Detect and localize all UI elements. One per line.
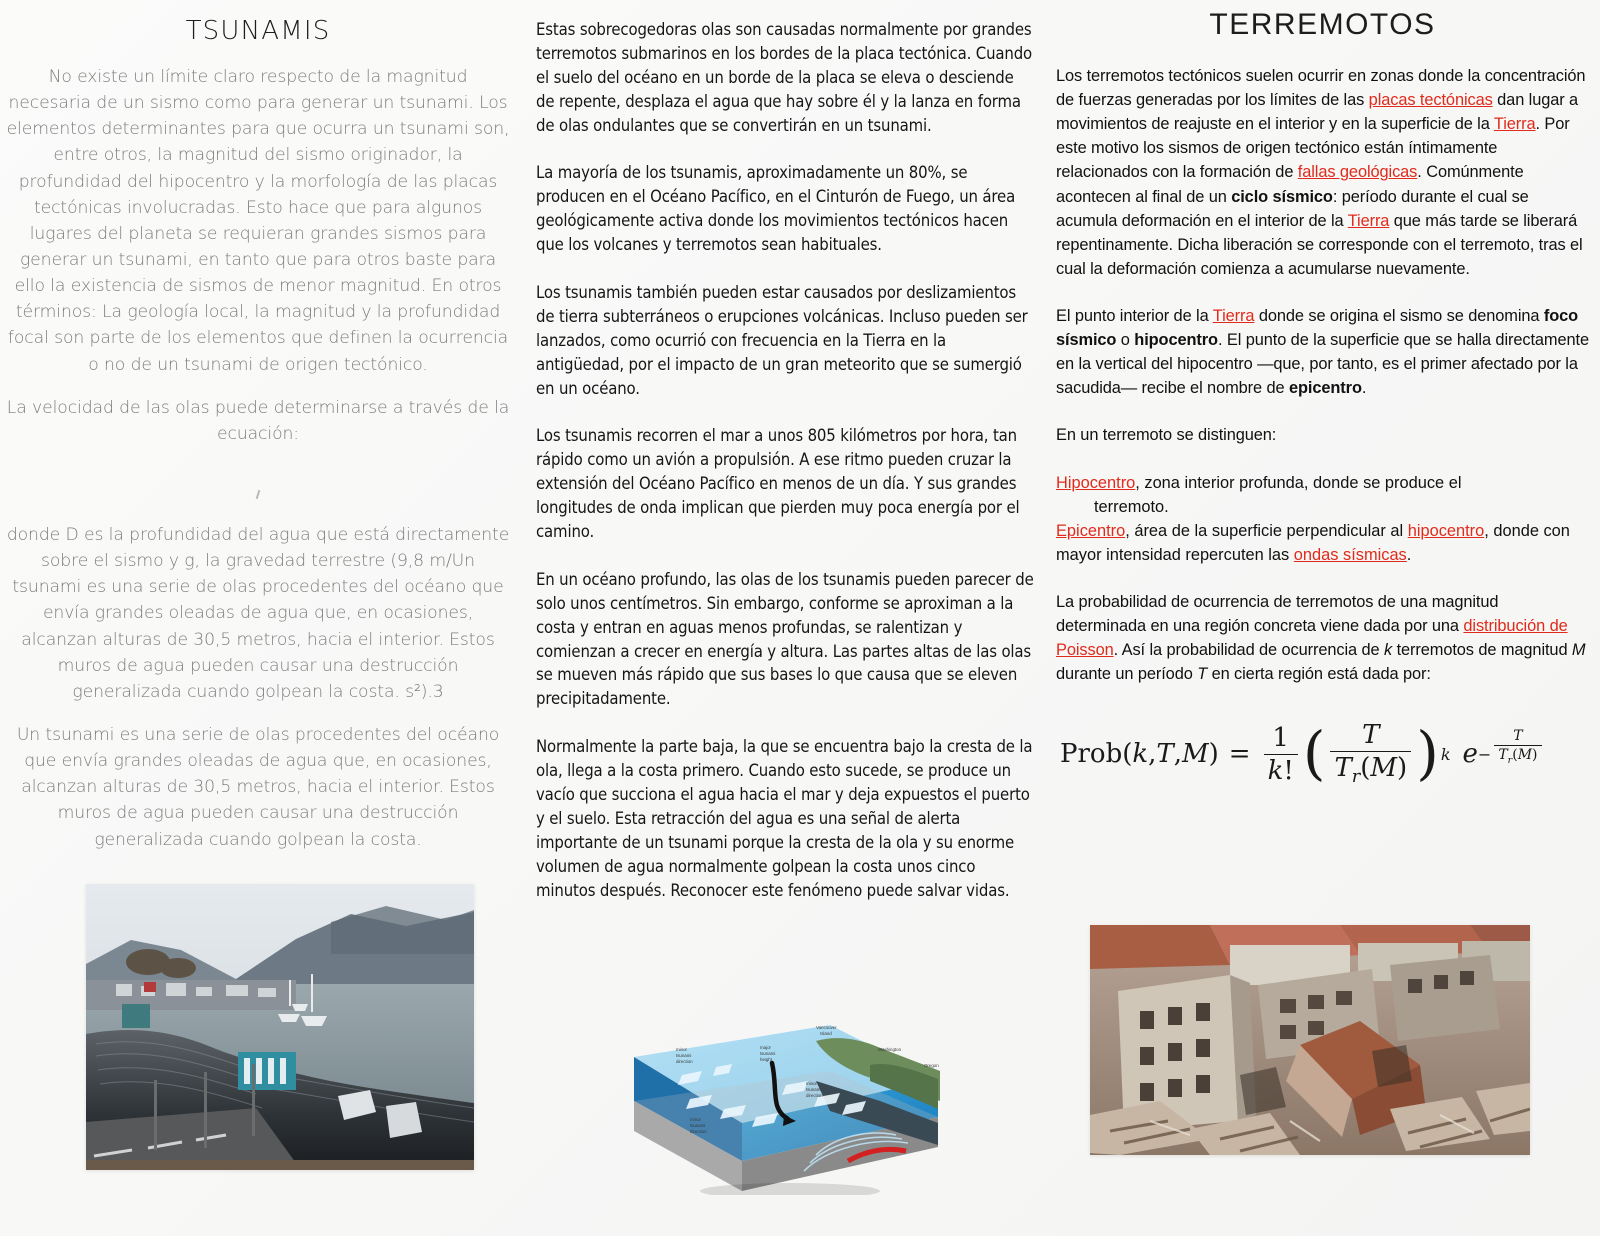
page-title-tsunamis: TSUNAMIS — [185, 16, 331, 46]
formula-coefficient-numerator: 1 — [1272, 722, 1289, 753]
svg-text:direction: direction — [676, 1059, 693, 1064]
formula-exp-denominator: $T_r(M)$ — [1494, 745, 1541, 766]
formula-close-paren: ) — [1416, 719, 1439, 788]
inline-link[interactable]: Tierra — [1347, 211, 1390, 230]
inline-link[interactable]: hipocentro — [1407, 521, 1485, 540]
body-text: : período durante el cual se acumula deformación en el interior de la — [1056, 187, 1529, 230]
earthquake-damage-photo — [1090, 925, 1530, 1155]
svg-text:tsunami: tsunami — [676, 1053, 692, 1058]
body-text: , zona interior profunda, donde se produce el — [1135, 473, 1462, 492]
svg-text:Oregon: Oregon — [924, 1063, 939, 1068]
svg-text:major: major — [760, 1045, 771, 1050]
body-text: o — [1116, 331, 1135, 350]
terremotos-paragraph-1 — [1056, 64, 1589, 281]
tsunamis-paragraph-4: Un tsunami es una serie de olas procedentes del océano que envía grandes oleadas de agua que, en ocasiones, alcanzan alturas de 30,5 metros, hacia el interior. Estos muros de agua pueden causar una destrucción generalizada cuando golpean la costa. — [16, 724, 500, 850]
formula-base-numerator: T — [1362, 720, 1380, 751]
formula-open-paren: ( — [1302, 719, 1326, 788]
inline-link[interactable]: Hipocentro — [1056, 473, 1136, 492]
formula-exp-fraction — [1494, 728, 1541, 766]
inline-link[interactable]: Tierra — [1212, 306, 1255, 325]
emphasis-term: foco sísmico — [1056, 306, 1579, 350]
formula-coefficient — [1264, 723, 1298, 786]
indented-text: terremoto. — [1094, 497, 1169, 516]
wave-speed-equation-placeholder — [6, 464, 510, 522]
body-text: Los terremotos tectónicos suelen ocurrir en zonas donde la concentración de fuerzas generadas por los límites de las — [1056, 67, 1586, 110]
svg-text:tsunami: tsunami — [760, 1051, 776, 1056]
column-tsunamis — [0, 0, 520, 870]
column-terremotos — [1050, 0, 1595, 800]
equation-artifact-mark — [256, 490, 261, 499]
body-text: . Comúnmente acontecen al final de un — [1056, 163, 1524, 206]
svg-text:height: height — [760, 1057, 772, 1062]
body-text: donde se origina el sismo se denomina — [1254, 306, 1544, 325]
page-title-terremotos: TERREMOTOS — [1209, 8, 1436, 41]
svg-text:minor: minor — [806, 1081, 817, 1086]
body-text: . Así la probabilidad de ocurrencia de — [1113, 641, 1384, 660]
svg-text:Vancouver: Vancouver — [816, 1025, 837, 1030]
body-text: La probabilidad de ocurrencia de terremotos de una magnitud determinada en una región concreta viene dada por una — [1056, 592, 1499, 636]
body-text: durante un período — [1056, 665, 1198, 684]
body-text: . Por este motivo los sismos de origen tectónico están íntimamente relacionados con la formación de — [1056, 115, 1570, 182]
terremotos-paragraph-3 — [1056, 590, 1589, 686]
body-text: , área de la superficie perpendicular al — [1125, 521, 1408, 540]
formula-exponent: k — [1440, 744, 1451, 764]
emphasis-term: hipocentro — [1134, 331, 1218, 350]
cascadia-tsunami-diagram — [620, 1005, 950, 1195]
emphasis-term: epicentro — [1288, 379, 1362, 398]
body-text: El punto interior de la — [1056, 306, 1213, 325]
svg-text:minor: minor — [676, 1047, 687, 1052]
middle-paragraph-5: En un océano profundo, las olas de los tsunamis pueden parecer de solo unos centímetros. Sin embargo, conforme se aproximan a la costa y entran en aguas menos profundas, se ralentizan y comienzan a crecer en energía y altura. Las partes altas de las olas se mueven más rápido que sus bases lo que causa que se eleven precipitadamente. — [536, 569, 1034, 709]
body-text: . — [1361, 379, 1367, 398]
formula-lhs: Prob(k,T,M) — [1060, 739, 1219, 769]
formula-base-denominator: $T_r(M)$ — [1330, 751, 1411, 787]
formula-exp-base: e — [1462, 739, 1478, 769]
terremotos-paragraph-2 — [1056, 304, 1589, 400]
svg-text:Island: Island — [820, 1031, 832, 1036]
body-text: en cierta región está dada por: — [1207, 665, 1431, 684]
emphasis-term: ciclo sísmico — [1231, 187, 1333, 206]
middle-paragraph-3: Los tsunamis también pueden estar causados por deslizamientos de tierra subterráneos o erupciones volcánicas. Incluso pueden ser lanzados, como ocurrió con frecuencia en la Tierra en la antigüedad, por el impacto de un gran meteorito que se sumergió en un océano. — [536, 283, 1028, 398]
tsunamis-paragraph-2: La velocidad de las olas puede determinarse a través de la ecuación: — [6, 397, 510, 444]
tsunamis-paragraph-3: donde D es la profundidad del agua que está directamente sobre el sismo y g, la gravedad terrestre (9,8 m/Un tsunami es una serie de olas procedentes del océano que envía grandes oleadas de agua que, en ocasiones, alcanzan alturas de 30,5 metros, hacia el interior. Estos muros de agua pueden causar una destrucción generalizada cuando golpean la costa. s²).3 — [6, 524, 510, 702]
body-text: . — [1406, 545, 1412, 564]
formula-equals: = — [1228, 739, 1251, 769]
body-text: terremotos de magnitud — [1392, 641, 1572, 660]
terremotos-list-intro: En un terremoto se distinguen: — [1056, 426, 1277, 445]
math-variable: T — [1197, 665, 1208, 684]
formula-exp-numerator: T — [1513, 728, 1523, 745]
body-text: que más tarde se liberará repentinamente. Dicha liberación se corresponde con el terremoto, tras el cual la deformación comienza a acumularse nuevamente. — [1056, 211, 1583, 278]
column-tsunami-detail — [530, 0, 1040, 927]
inline-link[interactable]: ondas sísmicas — [1293, 545, 1407, 564]
terremotos-list — [1056, 471, 1589, 567]
formula-coefficient-denominator: k! — [1264, 754, 1298, 786]
inline-link[interactable]: fallas geológicas — [1297, 163, 1418, 182]
inline-link[interactable]: placas tectónicas — [1368, 91, 1493, 110]
middle-paragraph-6: Normalmente la parte baja, la que se encuentra bajo la cresta de la ola, llega a la costa primero. Cuando esto sucede, se produce un vacío que succiona el agua hacia el mar y deja expuestos el puerto y el suelo. Esta retracción del agua es una señal de alerta importante de un tsunami porque la cresta de la ola y su enorme volumen de agua normalmente golpean la costa unos cinco minutos después. Reconocer este fenómeno puede salvar vidas. — [536, 737, 1033, 900]
inline-link[interactable]: distribución de Poisson — [1056, 617, 1568, 660]
list-item — [1056, 471, 1589, 519]
svg-text:direction: direction — [806, 1093, 823, 1098]
tsunami-wave-photo — [86, 884, 474, 1170]
svg-text:tsunami: tsunami — [806, 1087, 822, 1092]
math-variable: k — [1384, 641, 1393, 660]
formula-exp-sign: − — [1477, 744, 1492, 764]
poisson-probability-formula — [1060, 720, 1589, 787]
tsunamis-paragraph-1: No existe un límite claro respecto de la magnitud necesaria de un sismo como para generar un tsunami. Los elementos determinantes para que ocurra un tsunami son, entre otros, la magnitud del sismo originador, la profundidad del hipocentro y la morfología de las placas tectónicas involucradas. Esto hace que para algunos lugares del planeta se requieran grandes sismos para generar un tsunami, en tanto que para otros baste para ello la existencia de sismos de menor magnitud. En otros términos: La geología local, la magnitud y la profundidad focal son parte de los elementos que definen la ocurrencia o no de un tsunami de origen tectónico. — [6, 67, 510, 375]
svg-text:Washington: Washington — [878, 1047, 902, 1052]
body-text: . El punto de la superficie que se halla directamente en la vertical del hipocentro —que, por tanto, es el primer afectado por la sacudida— recibe el nombre de — [1056, 331, 1589, 398]
formula-base-fraction — [1330, 720, 1411, 787]
middle-paragraph-2: La mayoría de los tsunamis, aproximadamente un 80%, se producen en el Océano Pacífico, en el Cinturón de Fuego, un área geológicamente activa donde los movimientos tectónicos hacen que los volcanes y terremotos sean habituales. — [536, 163, 1016, 255]
svg-text:direction: direction — [690, 1129, 707, 1134]
middle-paragraph-4: Los tsunamis recorren el mar a unos 805 kilómetros por hora, tan rápido como un avión a propulsión. A ese ritmo pueden cruzar la extensión del Océano Pacífico en menos de un día. Y sus grandes longitudes de onda implican que pierden muy poca energía por el camino. — [536, 426, 1020, 542]
list-item — [1056, 519, 1589, 567]
inline-link[interactable]: Epicentro — [1056, 521, 1126, 540]
inline-link[interactable]: Tierra — [1493, 115, 1536, 134]
svg-text:tsunami: tsunami — [690, 1123, 706, 1128]
svg-text:minor: minor — [690, 1117, 701, 1122]
math-variable: M — [1571, 641, 1586, 660]
body-text: , donde con mayor intensidad repercuten las — [1056, 521, 1570, 564]
middle-paragraph-1: Estas sobrecogedoras olas son causadas normalmente por grandes terremotos submarinos en los bordes de la placa tectónica. Cuando el suelo del océano en un borde de la placa se eleva o desciende de repente, desplaza el agua que hay sobre él y la lanza en forma de olas ondulantes que se convertirán en un tsunami. — [536, 20, 1033, 135]
body-text: dan lugar a movimientos de reajuste en el interior y en la superficie de la — [1056, 91, 1579, 134]
